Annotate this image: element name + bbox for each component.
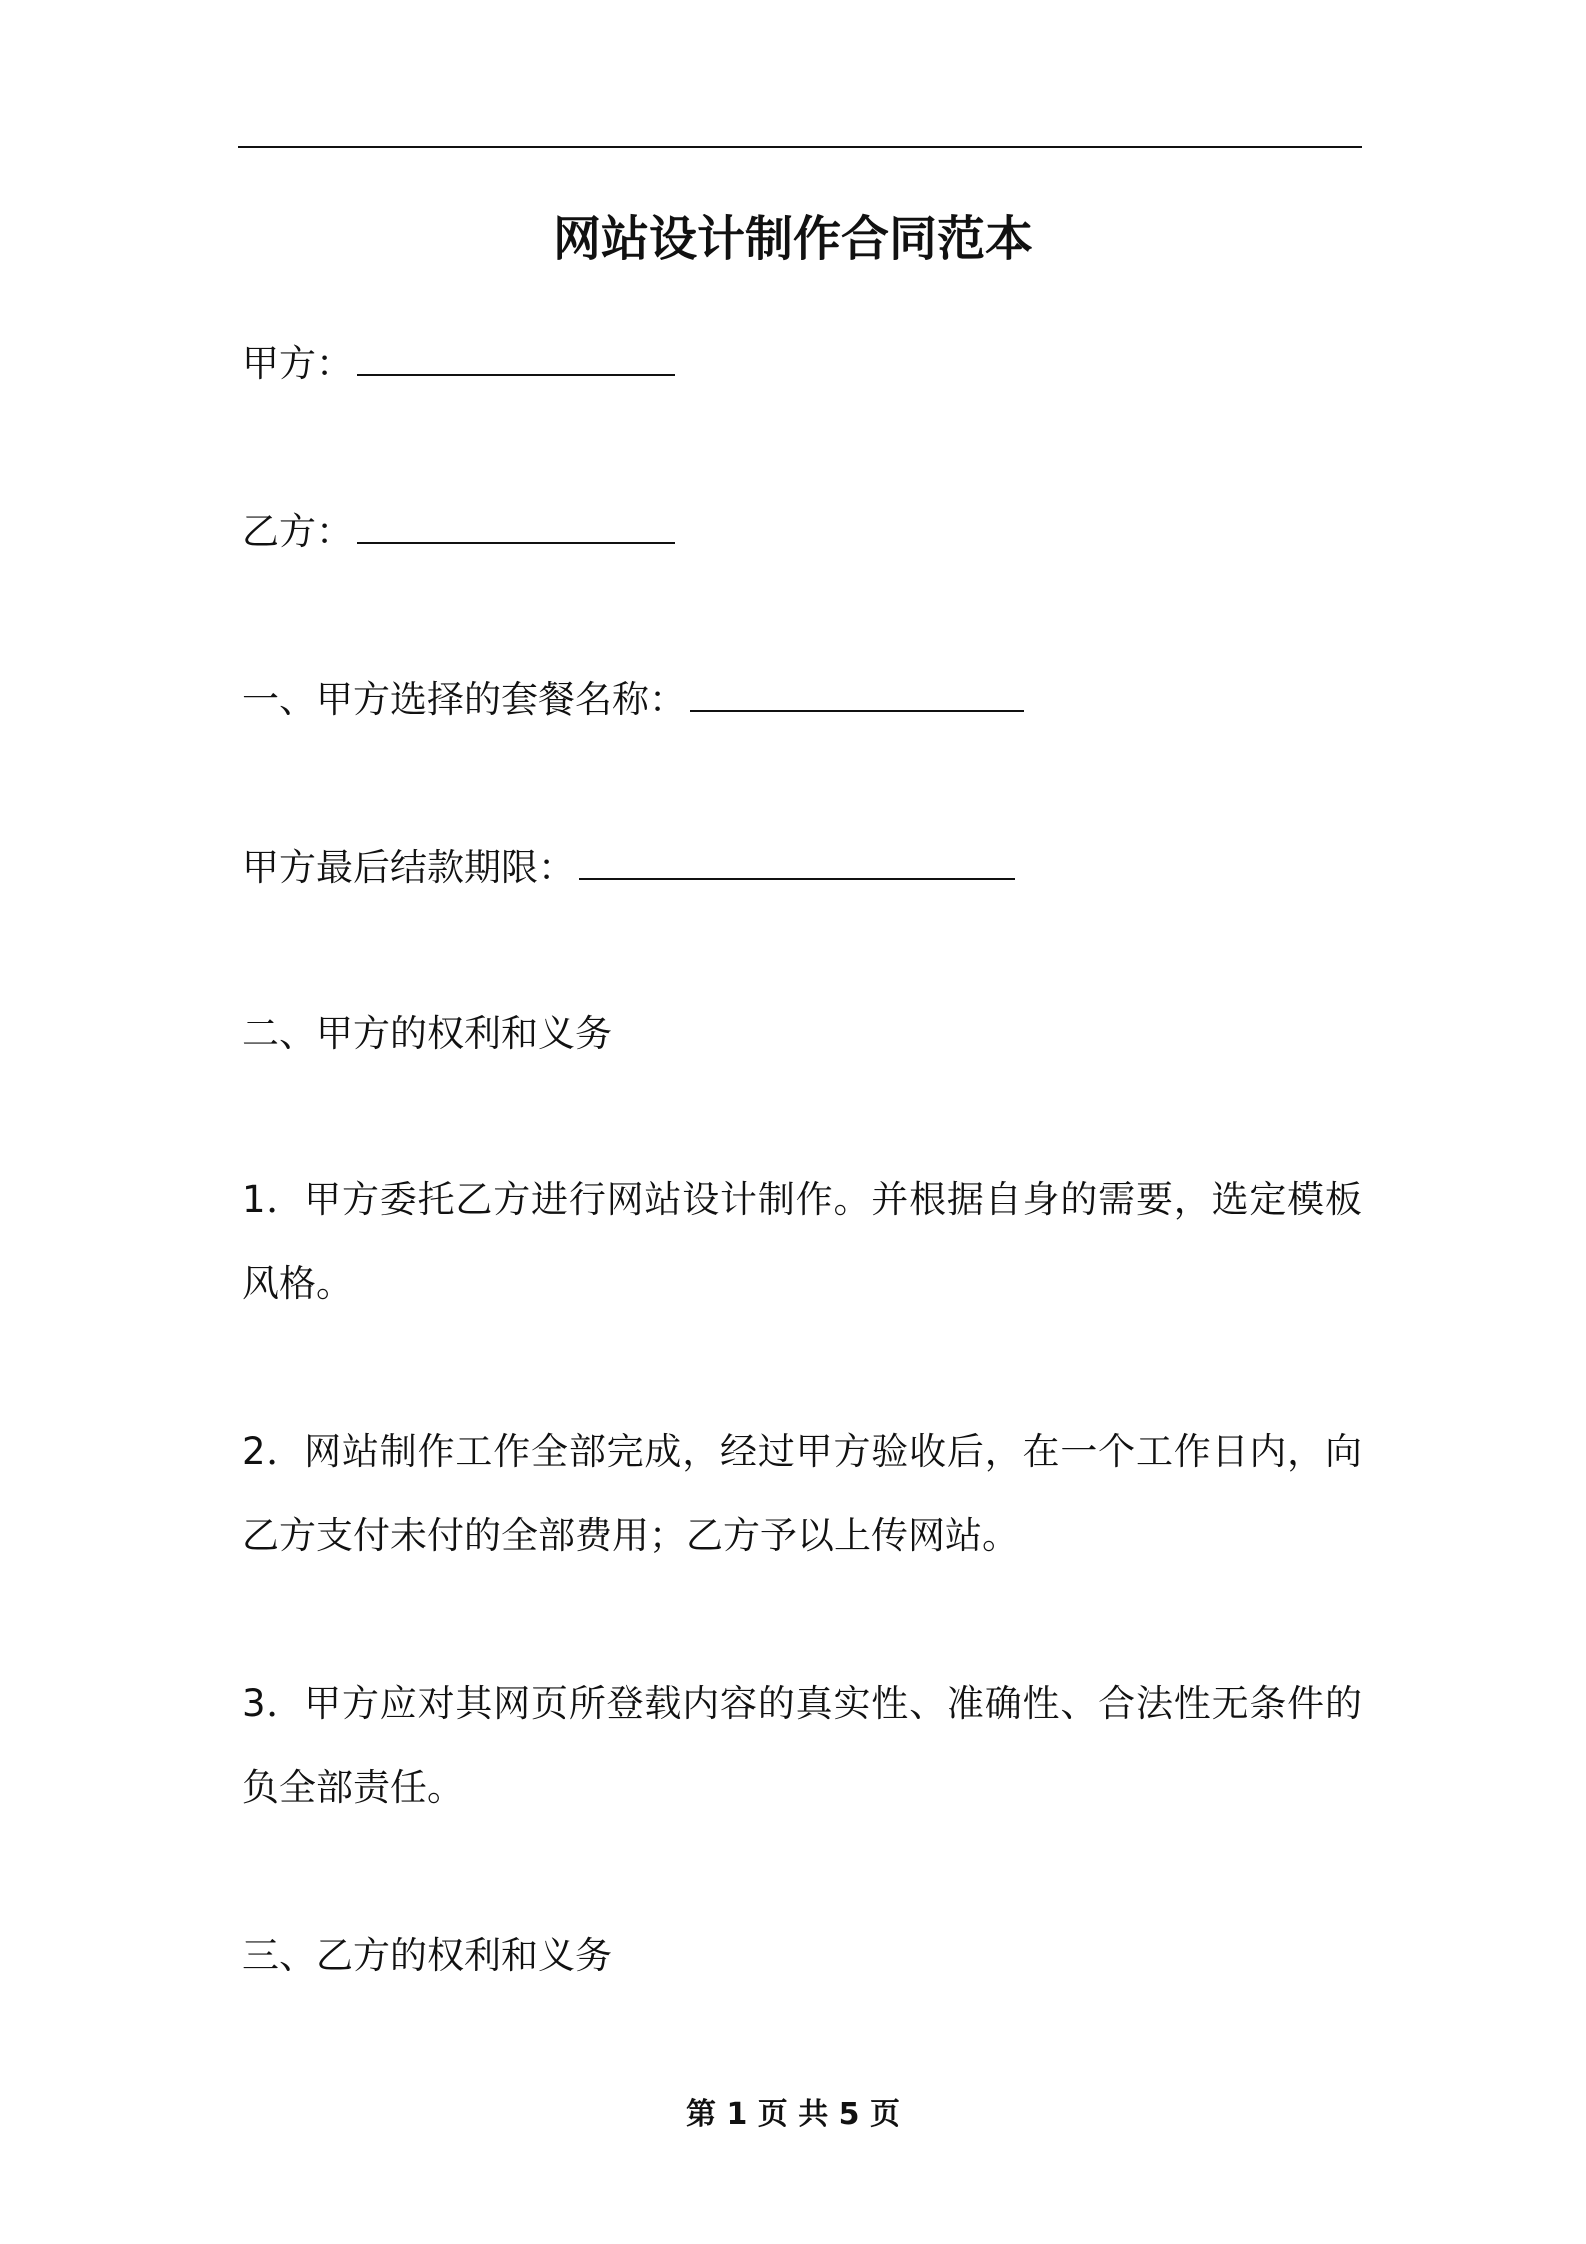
package-name-blank[interactable] — [690, 672, 1024, 712]
party-b-label: 乙方： — [242, 510, 353, 553]
clause-1: 1．甲方委托乙方进行网站设计制作。并根据自身的需要，选定模板风格。 — [242, 1178, 1362, 1305]
party-a-label: 甲方： — [242, 342, 353, 385]
section-3-heading: 三、乙方的权利和义务 — [242, 1934, 612, 1977]
party-a-field — [242, 336, 675, 390]
page-footer: 第 1 页 共 5 页 — [686, 2097, 900, 2132]
section-2-heading: 二、甲方的权利和义务 — [242, 1012, 612, 1055]
clause-3: 3．甲方应对其网页所登载内容的真实性、准确性、合法性无条件的负全部责任。 — [242, 1682, 1362, 1809]
document-title: 网站设计制作合同范本 — [552, 211, 1033, 267]
payment-deadline-field — [242, 840, 1015, 894]
party-b-field — [242, 504, 675, 558]
clause-2: 2．网站制作工作全部完成，经过甲方验收后，在一个工作日内，向乙方支付未付的全部费用；乙方予以上传网站。 — [242, 1430, 1362, 1557]
payment-deadline-label: 甲方最后结款期限： — [242, 846, 575, 889]
package-name-field — [242, 672, 1024, 726]
payment-deadline-blank[interactable] — [579, 840, 1015, 880]
package-name-label: 一、甲方选择的套餐名称： — [242, 678, 686, 721]
header-rule — [238, 146, 1362, 148]
party-a-blank[interactable] — [357, 336, 675, 376]
party-b-blank[interactable] — [357, 504, 675, 544]
